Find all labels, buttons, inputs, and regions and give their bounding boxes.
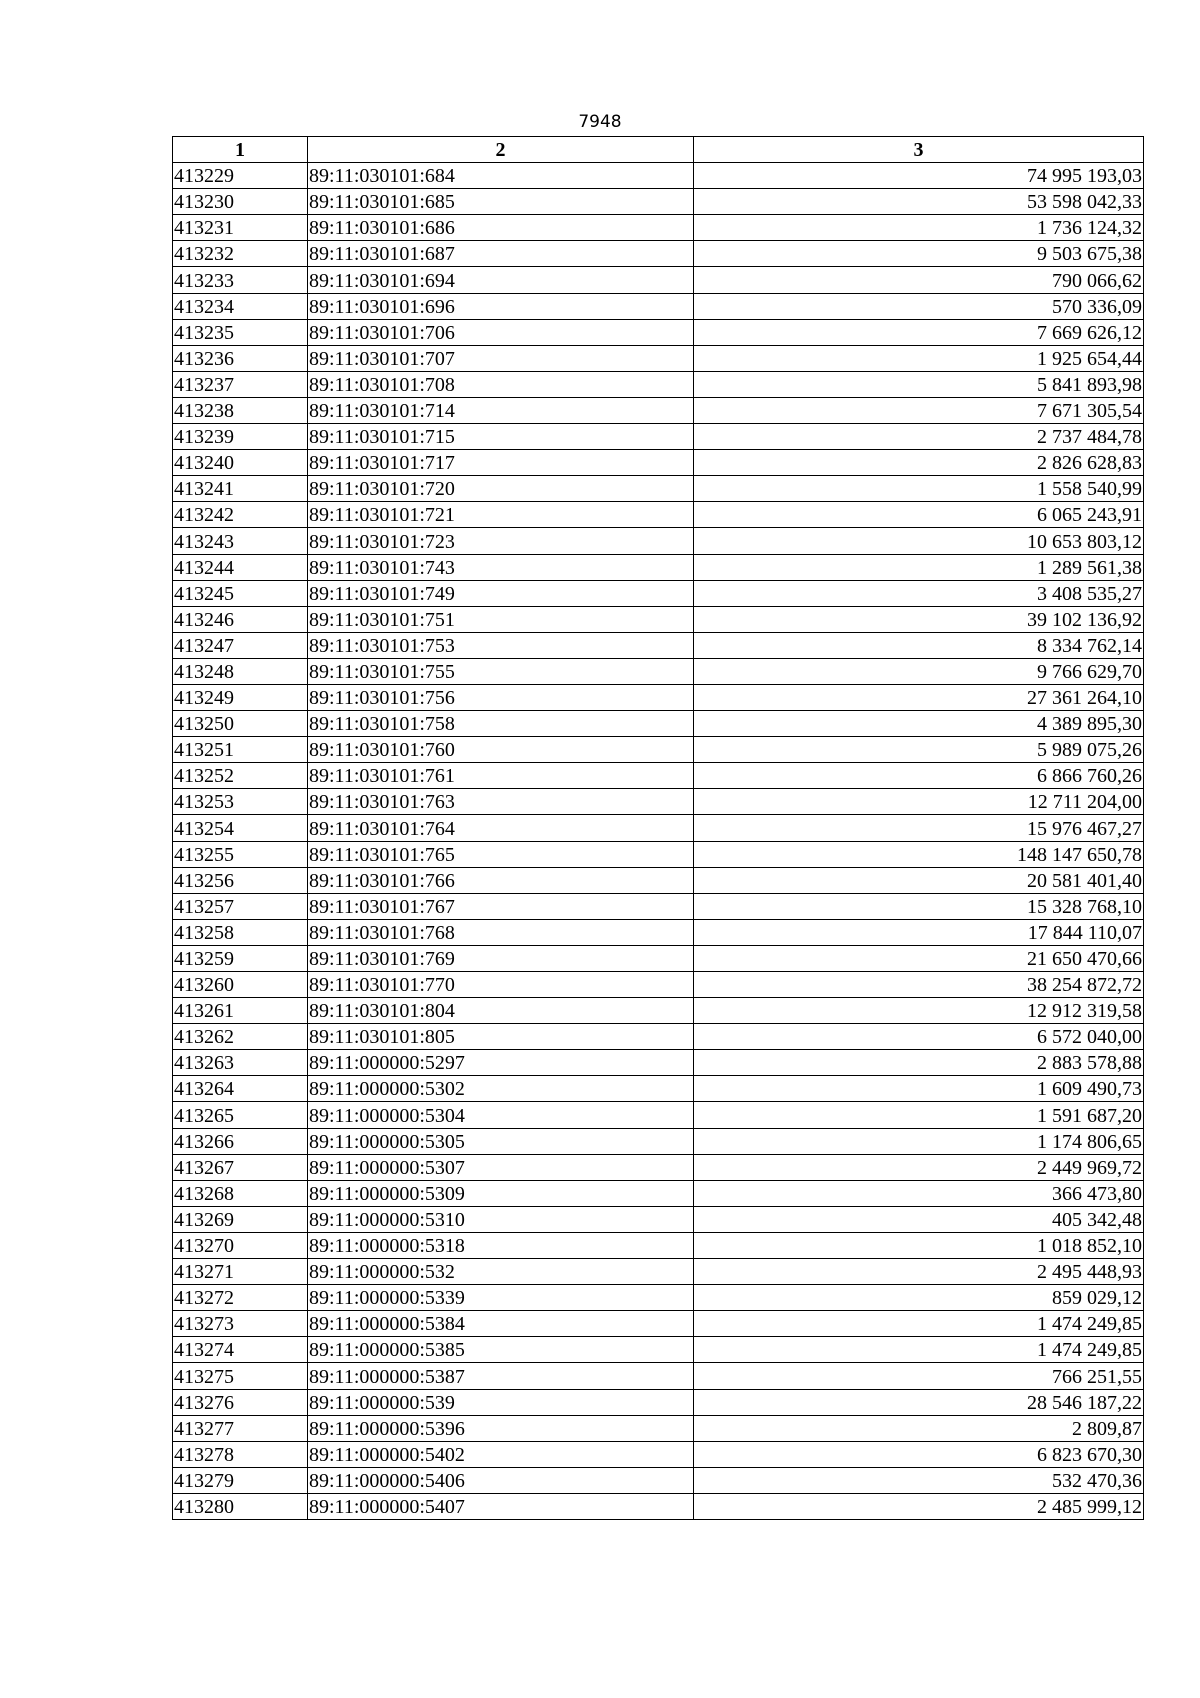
cadastral-value-cell: 790 066,62 bbox=[694, 267, 1144, 293]
cadastral-value-cell: 6 866 760,26 bbox=[694, 763, 1144, 789]
row-number-cell: 413250 bbox=[173, 711, 308, 737]
cadastral-number-cell: 89:11:030101:758 bbox=[308, 711, 694, 737]
row-number-cell: 413268 bbox=[173, 1180, 308, 1206]
row-number-cell: 413256 bbox=[173, 867, 308, 893]
column-header-value: 3 bbox=[694, 137, 1144, 163]
cadastral-number-cell: 89:11:030101:720 bbox=[308, 476, 694, 502]
cadastral-number-cell: 89:11:000000:5406 bbox=[308, 1467, 694, 1493]
cadastral-value-cell: 39 102 136,92 bbox=[694, 606, 1144, 632]
cadastral-value-cell: 28 546 187,22 bbox=[694, 1389, 1144, 1415]
cadastral-number-cell: 89:11:030101:686 bbox=[308, 215, 694, 241]
cadastral-number-cell: 89:11:030101:721 bbox=[308, 502, 694, 528]
cadastral-value-cell: 570 336,09 bbox=[694, 293, 1144, 319]
cadastral-value-cell: 21 650 470,66 bbox=[694, 945, 1144, 971]
table-row bbox=[173, 554, 1144, 580]
cadastral-number-cell: 89:11:030101:760 bbox=[308, 737, 694, 763]
cadastral-value-cell: 7 669 626,12 bbox=[694, 319, 1144, 345]
table-row bbox=[173, 241, 1144, 267]
table-row bbox=[173, 1206, 1144, 1232]
cadastral-value-cell: 4 389 895,30 bbox=[694, 711, 1144, 737]
table-row bbox=[173, 1441, 1144, 1467]
cadastral-value-cell: 2 449 969,72 bbox=[694, 1154, 1144, 1180]
cadastral-number-cell: 89:11:030101:694 bbox=[308, 267, 694, 293]
cadastral-number-cell: 89:11:000000:5304 bbox=[308, 1102, 694, 1128]
cadastral-value-cell: 1 558 540,99 bbox=[694, 476, 1144, 502]
table-row bbox=[173, 1102, 1144, 1128]
cadastral-number-cell: 89:11:030101:761 bbox=[308, 763, 694, 789]
cadastral-value-cell: 405 342,48 bbox=[694, 1206, 1144, 1232]
row-number-cell: 413241 bbox=[173, 476, 308, 502]
table-row bbox=[173, 1493, 1144, 1519]
cadastral-number-cell: 89:11:000000:5407 bbox=[308, 1493, 694, 1519]
cadastral-number-cell: 89:11:030101:749 bbox=[308, 580, 694, 606]
table-row bbox=[173, 163, 1144, 189]
cadastral-number-cell: 89:11:030101:708 bbox=[308, 371, 694, 397]
table-row bbox=[173, 919, 1144, 945]
cadastral-value-cell: 9 766 629,70 bbox=[694, 658, 1144, 684]
cadastral-number-cell: 89:11:000000:5297 bbox=[308, 1050, 694, 1076]
table-row bbox=[173, 267, 1144, 293]
cadastral-value-cell: 366 473,80 bbox=[694, 1180, 1144, 1206]
cadastral-value-cell: 10 653 803,12 bbox=[694, 528, 1144, 554]
cadastral-value-cell: 2 495 448,93 bbox=[694, 1259, 1144, 1285]
row-number-cell: 413267 bbox=[173, 1154, 308, 1180]
cadastral-number-cell: 89:11:030101:766 bbox=[308, 867, 694, 893]
cadastral-value-cell: 12 912 319,58 bbox=[694, 998, 1144, 1024]
table-row bbox=[173, 763, 1144, 789]
row-number-cell: 413238 bbox=[173, 397, 308, 423]
table-row bbox=[173, 189, 1144, 215]
cadastral-value-cell: 6 065 243,91 bbox=[694, 502, 1144, 528]
table-row bbox=[173, 1389, 1144, 1415]
row-number-cell: 413230 bbox=[173, 189, 308, 215]
cadastral-value-cell: 20 581 401,40 bbox=[694, 867, 1144, 893]
cadastral-number-cell: 89:11:030101:706 bbox=[308, 319, 694, 345]
cadastral-number-cell: 89:11:030101:770 bbox=[308, 972, 694, 998]
cadastral-number-cell: 89:11:000000:5309 bbox=[308, 1180, 694, 1206]
cadastral-number-cell: 89:11:030101:684 bbox=[308, 163, 694, 189]
cadastral-value-cell: 2 485 999,12 bbox=[694, 1493, 1144, 1519]
cadastral-value-cell: 1 591 687,20 bbox=[694, 1102, 1144, 1128]
cadastral-value-cell: 53 598 042,33 bbox=[694, 189, 1144, 215]
row-number-cell: 413232 bbox=[173, 241, 308, 267]
row-number-cell: 413260 bbox=[173, 972, 308, 998]
cadastral-value-cell: 7 671 305,54 bbox=[694, 397, 1144, 423]
table-row bbox=[173, 972, 1144, 998]
table-row bbox=[173, 867, 1144, 893]
cadastral-value-cell: 74 995 193,03 bbox=[694, 163, 1144, 189]
row-number-cell: 413278 bbox=[173, 1441, 308, 1467]
table-row bbox=[173, 1415, 1144, 1441]
row-number-cell: 413244 bbox=[173, 554, 308, 580]
row-number-cell: 413233 bbox=[173, 267, 308, 293]
cadastral-value-cell: 15 328 768,10 bbox=[694, 893, 1144, 919]
row-number-cell: 413252 bbox=[173, 763, 308, 789]
cadastral-number-cell: 89:11:030101:687 bbox=[308, 241, 694, 267]
cadastral-number-cell: 89:11:000000:5310 bbox=[308, 1206, 694, 1232]
table-row bbox=[173, 658, 1144, 684]
table-row bbox=[173, 1363, 1144, 1389]
row-number-cell: 413269 bbox=[173, 1206, 308, 1232]
row-number-cell: 413273 bbox=[173, 1311, 308, 1337]
cadastral-number-cell: 89:11:030101:769 bbox=[308, 945, 694, 971]
cadastral-number-cell: 89:11:000000:5396 bbox=[308, 1415, 694, 1441]
row-number-cell: 413263 bbox=[173, 1050, 308, 1076]
table-row bbox=[173, 1154, 1144, 1180]
cadastral-value-cell: 1 474 249,85 bbox=[694, 1337, 1144, 1363]
table-row bbox=[173, 737, 1144, 763]
page-number: 7948 bbox=[578, 112, 622, 132]
row-number-cell: 413236 bbox=[173, 345, 308, 371]
cadastral-number-cell: 89:11:030101:805 bbox=[308, 1024, 694, 1050]
row-number-cell: 413279 bbox=[173, 1467, 308, 1493]
row-number-cell: 413242 bbox=[173, 502, 308, 528]
row-number-cell: 413280 bbox=[173, 1493, 308, 1519]
row-number-cell: 413276 bbox=[173, 1389, 308, 1415]
row-number-cell: 413265 bbox=[173, 1102, 308, 1128]
cadastral-number-cell: 89:11:000000:539 bbox=[308, 1389, 694, 1415]
row-number-cell: 413262 bbox=[173, 1024, 308, 1050]
cadastral-number-cell: 89:11:030101:767 bbox=[308, 893, 694, 919]
cadastral-number-cell: 89:11:030101:751 bbox=[308, 606, 694, 632]
cadastral-number-cell: 89:11:000000:5305 bbox=[308, 1128, 694, 1154]
cadastral-value-table bbox=[172, 136, 1144, 1520]
cadastral-value-cell: 1 609 490,73 bbox=[694, 1076, 1144, 1102]
table-row bbox=[173, 580, 1144, 606]
table-row bbox=[173, 424, 1144, 450]
table-row bbox=[173, 632, 1144, 658]
cadastral-value-cell: 1 174 806,65 bbox=[694, 1128, 1144, 1154]
table-row bbox=[173, 606, 1144, 632]
table-row bbox=[173, 528, 1144, 554]
cadastral-value-cell: 148 147 650,78 bbox=[694, 841, 1144, 867]
cadastral-value-cell: 2 826 628,83 bbox=[694, 450, 1144, 476]
table-row bbox=[173, 371, 1144, 397]
cadastral-value-cell: 27 361 264,10 bbox=[694, 684, 1144, 710]
row-number-cell: 413277 bbox=[173, 1415, 308, 1441]
row-number-cell: 413264 bbox=[173, 1076, 308, 1102]
table-row bbox=[173, 293, 1144, 319]
cadastral-number-cell: 89:11:000000:5387 bbox=[308, 1363, 694, 1389]
row-number-cell: 413266 bbox=[173, 1128, 308, 1154]
table-row bbox=[173, 1232, 1144, 1258]
cadastral-value-cell: 8 334 762,14 bbox=[694, 632, 1144, 658]
row-number-cell: 413270 bbox=[173, 1232, 308, 1258]
row-number-cell: 413237 bbox=[173, 371, 308, 397]
row-number-cell: 413258 bbox=[173, 919, 308, 945]
table-row bbox=[173, 893, 1144, 919]
cadastral-value-cell: 1 289 561,38 bbox=[694, 554, 1144, 580]
table-row bbox=[173, 815, 1144, 841]
table-row bbox=[173, 1180, 1144, 1206]
table-row bbox=[173, 1050, 1144, 1076]
table-row bbox=[173, 319, 1144, 345]
row-number-cell: 413261 bbox=[173, 998, 308, 1024]
cadastral-value-cell: 9 503 675,38 bbox=[694, 241, 1144, 267]
cadastral-value-cell: 17 844 110,07 bbox=[694, 919, 1144, 945]
cadastral-value-cell: 1 474 249,85 bbox=[694, 1311, 1144, 1337]
cadastral-value-cell: 38 254 872,72 bbox=[694, 972, 1144, 998]
cadastral-number-cell: 89:11:030101:743 bbox=[308, 554, 694, 580]
cadastral-number-cell: 89:11:000000:532 bbox=[308, 1259, 694, 1285]
cadastral-value-cell: 5 841 893,98 bbox=[694, 371, 1144, 397]
table-header-row bbox=[173, 137, 1144, 163]
cadastral-number-cell: 89:11:030101:756 bbox=[308, 684, 694, 710]
table-body bbox=[173, 163, 1144, 1520]
row-number-cell: 413272 bbox=[173, 1285, 308, 1311]
cadastral-value-cell: 2 737 484,78 bbox=[694, 424, 1144, 450]
cadastral-number-cell: 89:11:000000:5384 bbox=[308, 1311, 694, 1337]
table-row bbox=[173, 1024, 1144, 1050]
cadastral-number-cell: 89:11:000000:5318 bbox=[308, 1232, 694, 1258]
cadastral-value-cell: 1 018 852,10 bbox=[694, 1232, 1144, 1258]
table-row bbox=[173, 502, 1144, 528]
cadastral-number-cell: 89:11:030101:768 bbox=[308, 919, 694, 945]
row-number-cell: 413235 bbox=[173, 319, 308, 345]
row-number-cell: 413231 bbox=[173, 215, 308, 241]
table-row bbox=[173, 1128, 1144, 1154]
cadastral-value-cell: 859 029,12 bbox=[694, 1285, 1144, 1311]
cadastral-number-cell: 89:11:000000:5339 bbox=[308, 1285, 694, 1311]
table-row bbox=[173, 945, 1144, 971]
cadastral-number-cell: 89:11:030101:763 bbox=[308, 789, 694, 815]
row-number-cell: 413234 bbox=[173, 293, 308, 319]
table-row bbox=[173, 789, 1144, 815]
table-row bbox=[173, 1076, 1144, 1102]
table-row bbox=[173, 1467, 1144, 1493]
row-number-cell: 413248 bbox=[173, 658, 308, 684]
table-row bbox=[173, 397, 1144, 423]
row-number-cell: 413249 bbox=[173, 684, 308, 710]
column-header-cadastral-number: 2 bbox=[308, 137, 694, 163]
cadastral-number-cell: 89:11:030101:685 bbox=[308, 189, 694, 215]
row-number-cell: 413247 bbox=[173, 632, 308, 658]
row-number-cell: 413253 bbox=[173, 789, 308, 815]
cadastral-value-cell: 15 976 467,27 bbox=[694, 815, 1144, 841]
cadastral-value-cell: 2 809,87 bbox=[694, 1415, 1144, 1441]
table-row bbox=[173, 841, 1144, 867]
cadastral-value-cell: 12 711 204,00 bbox=[694, 789, 1144, 815]
table-row bbox=[173, 998, 1144, 1024]
row-number-cell: 413240 bbox=[173, 450, 308, 476]
row-number-cell: 413259 bbox=[173, 945, 308, 971]
table-row bbox=[173, 450, 1144, 476]
cadastral-number-cell: 89:11:030101:707 bbox=[308, 345, 694, 371]
row-number-cell: 413239 bbox=[173, 424, 308, 450]
row-number-cell: 413246 bbox=[173, 606, 308, 632]
row-number-cell: 413245 bbox=[173, 580, 308, 606]
cadastral-number-cell: 89:11:000000:5385 bbox=[308, 1337, 694, 1363]
table-row bbox=[173, 1337, 1144, 1363]
row-number-cell: 413275 bbox=[173, 1363, 308, 1389]
cadastral-value-cell: 6 823 670,30 bbox=[694, 1441, 1144, 1467]
table-row bbox=[173, 1259, 1144, 1285]
cadastral-number-cell: 89:11:030101:696 bbox=[308, 293, 694, 319]
cadastral-number-cell: 89:11:030101:717 bbox=[308, 450, 694, 476]
cadastral-number-cell: 89:11:030101:804 bbox=[308, 998, 694, 1024]
table-row bbox=[173, 684, 1144, 710]
cadastral-value-cell: 1 736 124,32 bbox=[694, 215, 1144, 241]
cadastral-number-cell: 89:11:000000:5402 bbox=[308, 1441, 694, 1467]
cadastral-value-cell: 1 925 654,44 bbox=[694, 345, 1144, 371]
table-row bbox=[173, 1311, 1144, 1337]
cadastral-value-cell: 766 251,55 bbox=[694, 1363, 1144, 1389]
row-number-cell: 413254 bbox=[173, 815, 308, 841]
cadastral-number-cell: 89:11:030101:715 bbox=[308, 424, 694, 450]
cadastral-number-cell: 89:11:030101:755 bbox=[308, 658, 694, 684]
table-row bbox=[173, 345, 1144, 371]
table-row bbox=[173, 711, 1144, 737]
cadastral-value-cell: 3 408 535,27 bbox=[694, 580, 1144, 606]
table-row bbox=[173, 215, 1144, 241]
cadastral-number-cell: 89:11:000000:5307 bbox=[308, 1154, 694, 1180]
row-number-cell: 413255 bbox=[173, 841, 308, 867]
cadastral-value-cell: 2 883 578,88 bbox=[694, 1050, 1144, 1076]
cadastral-value-cell: 5 989 075,26 bbox=[694, 737, 1144, 763]
cadastral-number-cell: 89:11:030101:753 bbox=[308, 632, 694, 658]
row-number-cell: 413229 bbox=[173, 163, 308, 189]
table-row bbox=[173, 476, 1144, 502]
cadastral-number-cell: 89:11:030101:765 bbox=[308, 841, 694, 867]
row-number-cell: 413271 bbox=[173, 1259, 308, 1285]
cadastral-number-cell: 89:11:030101:714 bbox=[308, 397, 694, 423]
row-number-cell: 413257 bbox=[173, 893, 308, 919]
cadastral-value-cell: 532 470,36 bbox=[694, 1467, 1144, 1493]
row-number-cell: 413251 bbox=[173, 737, 308, 763]
cadastral-value-cell: 6 572 040,00 bbox=[694, 1024, 1144, 1050]
cadastral-number-cell: 89:11:030101:723 bbox=[308, 528, 694, 554]
row-number-cell: 413243 bbox=[173, 528, 308, 554]
row-number-cell: 413274 bbox=[173, 1337, 308, 1363]
column-header-number: 1 bbox=[173, 137, 308, 163]
table-row bbox=[173, 1285, 1144, 1311]
cadastral-number-cell: 89:11:030101:764 bbox=[308, 815, 694, 841]
cadastral-number-cell: 89:11:000000:5302 bbox=[308, 1076, 694, 1102]
